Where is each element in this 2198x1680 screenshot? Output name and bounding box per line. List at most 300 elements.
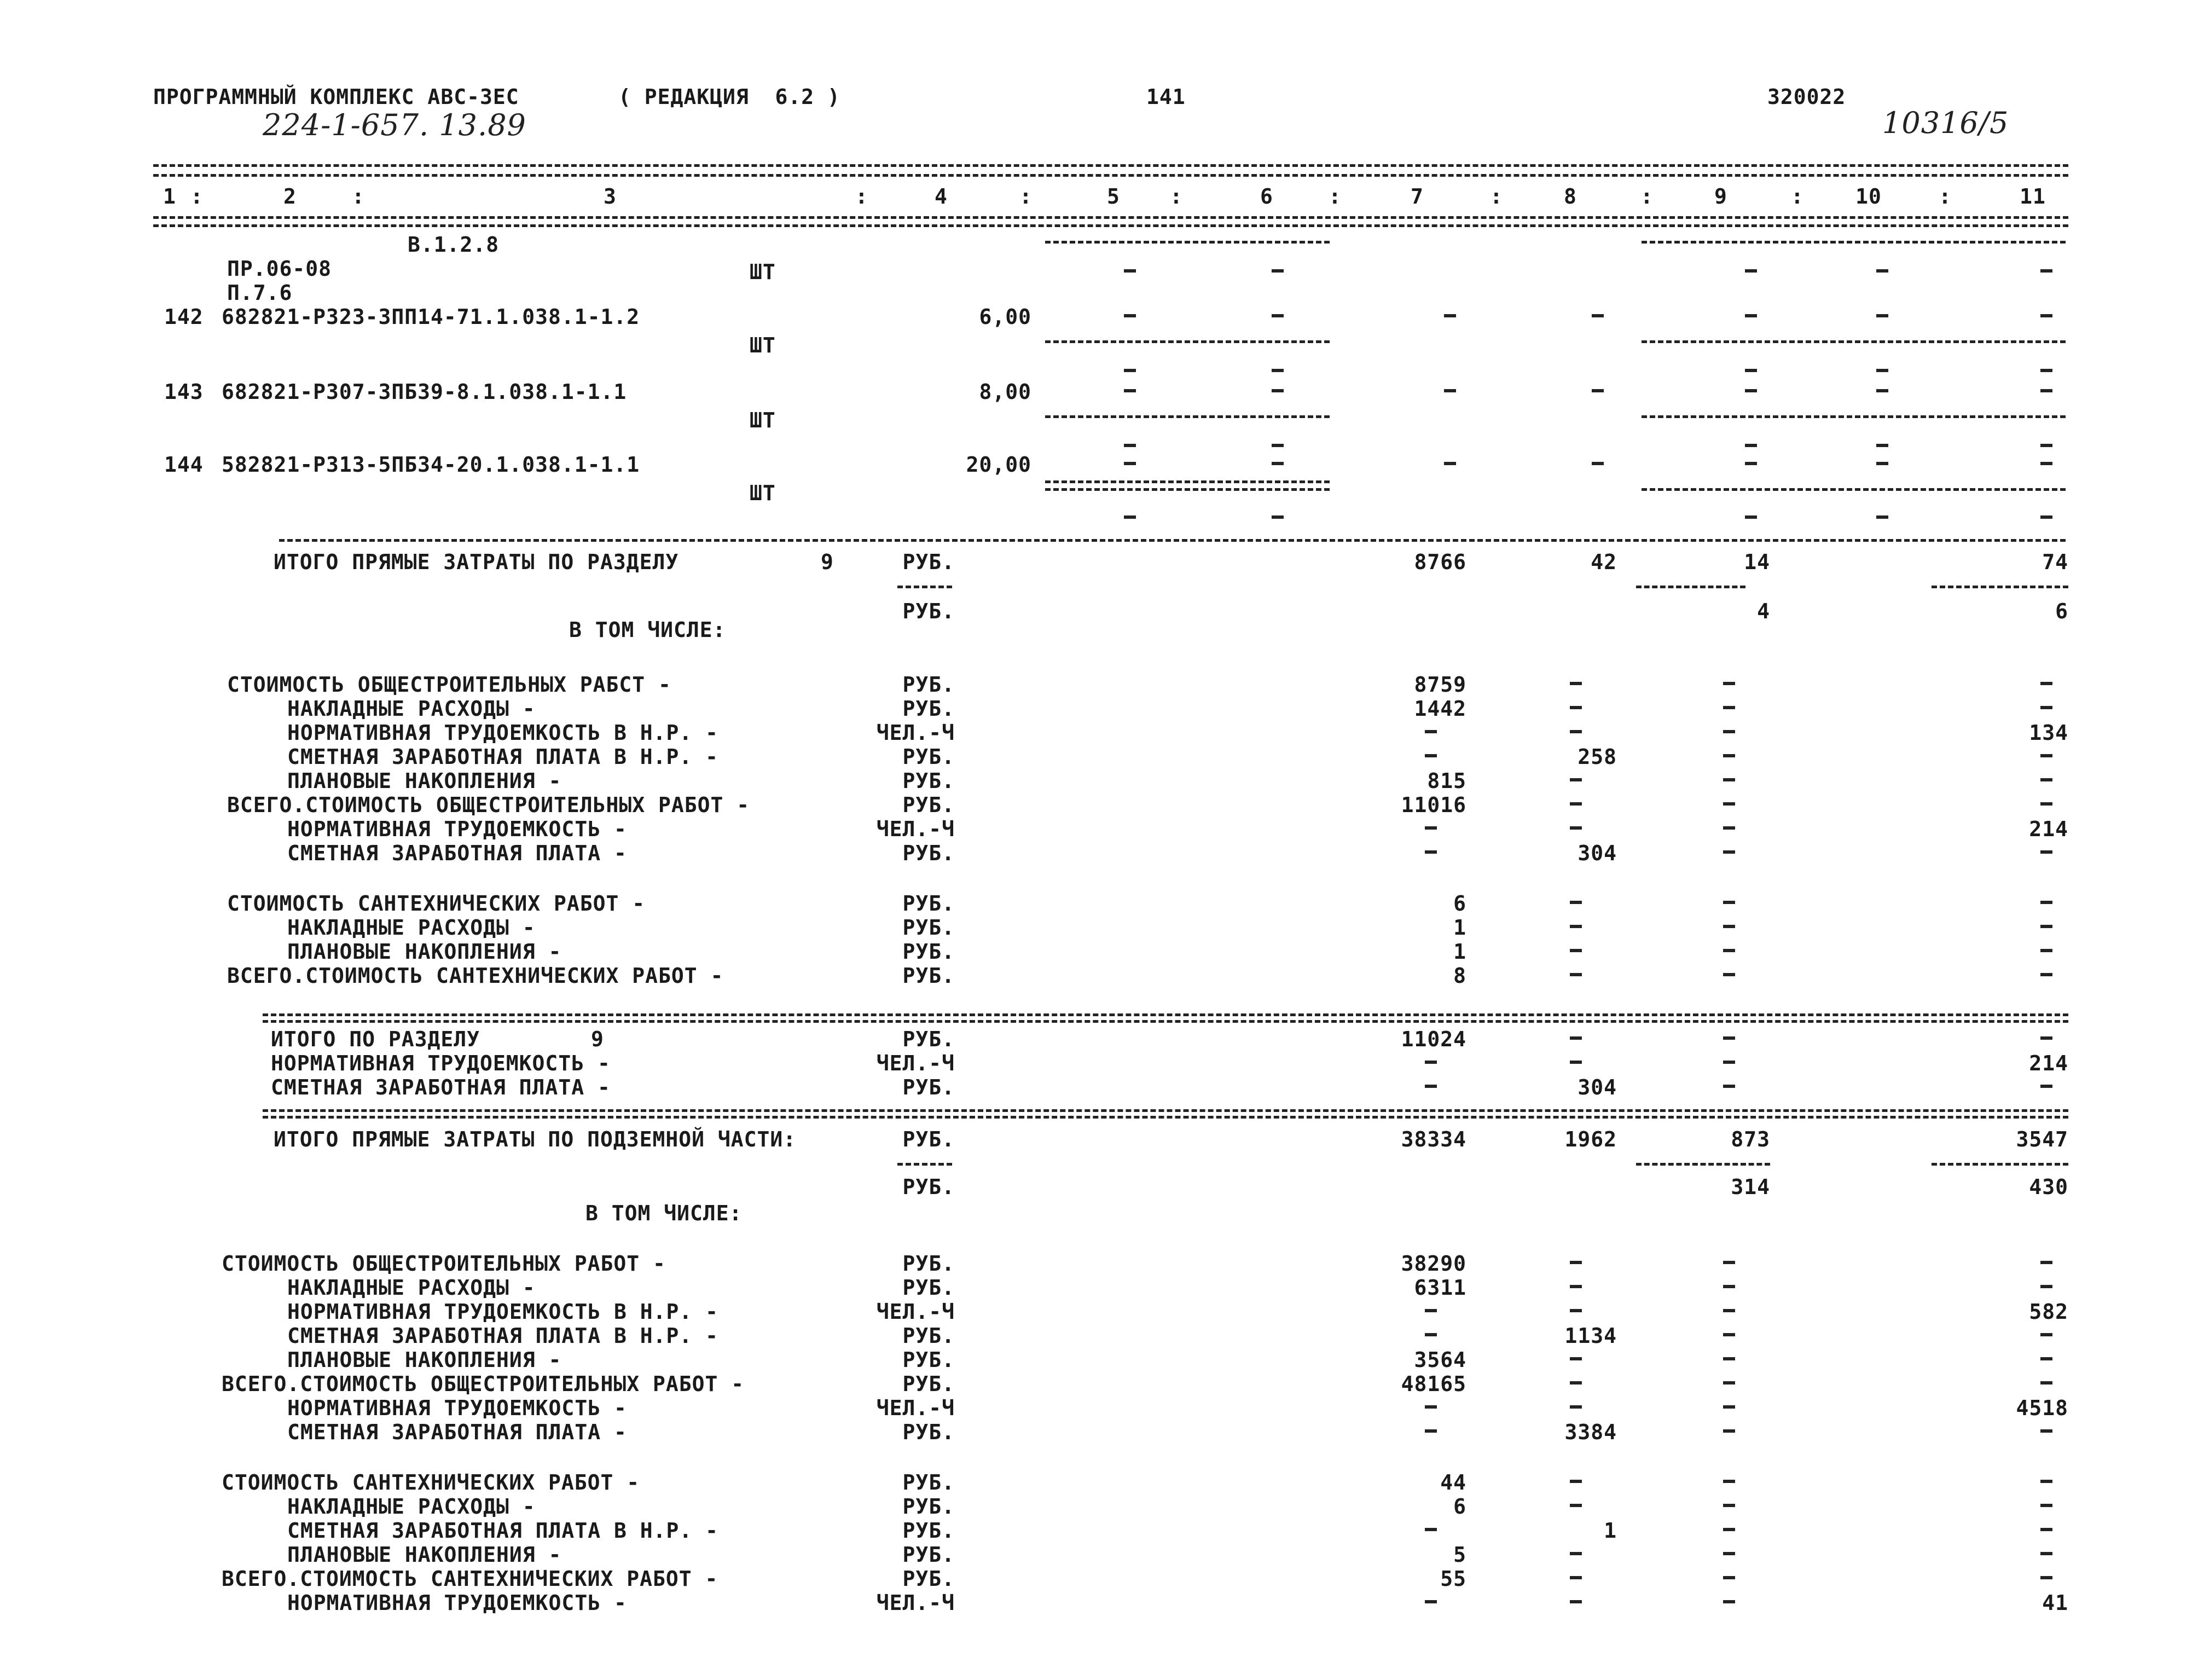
dash-mark — [2040, 682, 2052, 685]
row-unit: РУБ. — [902, 940, 955, 964]
cell-c7: 44 — [1440, 1470, 1466, 1494]
dash-mark — [2040, 925, 2052, 928]
item-number: 143 — [164, 380, 204, 404]
section9-rule — [279, 539, 2066, 542]
handwritten-left-note: 224-1-657. 13.89 — [263, 108, 526, 142]
dash-mark — [1723, 1405, 1735, 1409]
row-unit: РУБ. — [902, 1276, 955, 1300]
item-number: 144 — [164, 453, 204, 477]
dash-mark — [1570, 802, 1582, 806]
underground-unit-2: РУБ. — [902, 1175, 955, 1199]
row-label: СМЕТНАЯ ЗАРАБОТНАЯ ПЛАТА - — [287, 841, 627, 865]
dash-mark — [2040, 1261, 2052, 1264]
dash-mark — [2040, 1576, 2052, 1579]
column-header-4: 4 — [935, 184, 948, 208]
unit-label: ШТ — [750, 481, 776, 505]
dash-mark — [1723, 1085, 1735, 1088]
summary-number: 9 — [591, 1027, 604, 1051]
item-code: 582821-Р313-5ПБ34-20.1.038.1-1.1 — [222, 453, 640, 477]
summary-unit: ЧЕЛ.-Ч — [876, 1051, 955, 1075]
cell-c7: 6 — [1453, 891, 1466, 916]
dash-mark — [1272, 369, 1284, 372]
dash-mark — [1124, 389, 1136, 392]
dash-mark — [1723, 778, 1735, 781]
underground-total-c11: 3547 — [2016, 1127, 2068, 1151]
dash-mark — [1876, 389, 1888, 392]
section9-number: 9 — [821, 550, 834, 574]
dash-mark — [2040, 1429, 2052, 1433]
dash-mark — [1723, 1504, 1735, 1507]
section9-c9-rule — [1636, 586, 1745, 588]
edition-label: ( РЕДАКЦИЯ 6.2 ) — [618, 85, 840, 109]
dash-mark — [2040, 1333, 2052, 1336]
underground-including: В ТОМ ЧИСЛЕ: — [585, 1201, 743, 1225]
section9-total-c7: 8766 — [1414, 550, 1466, 574]
dash-mark — [1723, 1600, 1735, 1603]
dash-mark — [1124, 269, 1136, 273]
dash-mark — [1723, 1429, 1735, 1433]
section9-total-c8: 42 — [1591, 550, 1617, 574]
dash-mark — [1723, 1357, 1735, 1360]
section9-unit: РУБ. — [902, 550, 955, 574]
dash-mark — [1425, 1429, 1437, 1433]
dash-mark — [1425, 826, 1437, 830]
dash-mark — [1745, 269, 1757, 273]
row-label: НАКЛАДНЫЕ РАСХОДЫ - — [287, 1276, 536, 1300]
column-separator: : — [352, 184, 365, 208]
dash-mark — [1570, 1552, 1582, 1555]
section9-total-c11b: 6 — [2055, 599, 2068, 623]
cell-c7: 5 — [1453, 1543, 1466, 1567]
row-label: ПЛАНОВЫЕ НАКОПЛЕНИЯ - — [287, 940, 562, 964]
column-separator: : — [1170, 184, 1183, 208]
row-unit: РУБ. — [902, 1567, 955, 1591]
section9-total-c9: 14 — [1744, 550, 1770, 574]
section9-unit-2: РУБ. — [902, 599, 955, 623]
row-label: НОРМАТИВНАЯ ТРУДОЕМКОСТЬ - — [287, 817, 627, 841]
row-unit: ЧЕЛ.-Ч — [876, 1591, 955, 1615]
dash-mark — [1444, 314, 1456, 317]
dash-mark — [1570, 949, 1582, 952]
section9-including: В ТОМ ЧИСЛЕ: — [569, 618, 726, 642]
dash-mark — [1745, 462, 1757, 465]
row-unit: РУБ. — [902, 793, 955, 817]
dash-mark — [2040, 1504, 2052, 1507]
dash-mark — [1272, 269, 1284, 273]
dash-mark — [2040, 802, 2052, 806]
cell-c7: 8 — [1453, 964, 1466, 988]
row-unit: РУБ. — [902, 1519, 955, 1543]
dash-mark — [1723, 1480, 1735, 1483]
dash-mark — [1745, 389, 1757, 392]
dash-mark — [1425, 1061, 1437, 1064]
dash-mark — [1723, 901, 1735, 904]
cell-c11: 214 — [2029, 817, 2068, 841]
dash-mark — [1272, 462, 1284, 465]
dash-mark — [1723, 1261, 1735, 1264]
cell-c8: 304 — [1578, 841, 1617, 865]
dash-mark — [1570, 706, 1582, 709]
cell-c7: 3564 — [1414, 1348, 1466, 1372]
unit-label: ШТ — [750, 408, 776, 432]
row-label: ВСЕГО.СТОИМОСТЬ САНТЕХНИЧЕСКИХ РАБОТ - — [227, 964, 724, 988]
dash-mark — [1723, 1333, 1735, 1336]
column-header-1: 1 — [163, 184, 176, 208]
underground-total-c9b: 314 — [1731, 1175, 1770, 1199]
row-label: СМЕТНАЯ ЗАРАБОТНАЯ ПЛАТА В Н.Р. - — [287, 1324, 718, 1348]
row-unit: РУБ. — [902, 964, 955, 988]
dash-mark — [1876, 314, 1888, 317]
dash-mark — [1745, 515, 1757, 519]
underground-total-c7: 38334 — [1401, 1127, 1466, 1151]
cell-c7: 11024 — [1401, 1027, 1466, 1051]
dash-mark — [1425, 1600, 1437, 1603]
cell-c7: 11016 — [1401, 793, 1466, 817]
summary-label: ИТОГО ПО РАЗДЕЛУ — [271, 1027, 480, 1051]
row-unit: РУБ. — [902, 745, 955, 769]
column-separator: : — [1019, 184, 1033, 208]
column-header-5: 5 — [1107, 184, 1120, 208]
underground-c11-rule — [1932, 1163, 2068, 1166]
row-label: НАКЛАДНЫЕ РАСХОДЫ - — [287, 697, 536, 721]
row-unit: РУБ. — [902, 1252, 955, 1276]
pr-reference: ПР.06-08 — [227, 257, 332, 281]
dash-mark — [2040, 269, 2052, 273]
column-header-3: 3 — [604, 184, 617, 208]
dash-mark — [1723, 850, 1735, 854]
dash-mark — [1723, 1036, 1735, 1040]
dash-mark — [1444, 462, 1456, 465]
underground-c9-rule — [1636, 1163, 1770, 1166]
item-rule — [1642, 340, 2066, 343]
cell-c7: 1 — [1453, 940, 1466, 964]
column-separator: : — [1640, 184, 1654, 208]
dash-mark — [1570, 730, 1582, 733]
cell-c7: 38290 — [1401, 1252, 1466, 1276]
dash-mark — [2040, 515, 2052, 519]
row-unit: ЧЕЛ.-Ч — [876, 721, 955, 745]
column-header-9: 9 — [1714, 184, 1727, 208]
dash-mark — [1570, 1480, 1582, 1483]
item-rule — [1045, 488, 1330, 491]
section-reference: В.1.2.8 — [408, 233, 500, 257]
section9-unit-rule — [897, 586, 952, 588]
section9-total-c9b: 4 — [1757, 599, 1770, 623]
header-rule-top-2 — [153, 174, 2068, 177]
dash-mark — [1570, 1309, 1582, 1312]
cell-c8: 1 — [1604, 1519, 1617, 1543]
section9-c11-rule — [1932, 586, 2068, 588]
summary-unit: РУБ. — [902, 1027, 955, 1051]
dash-mark — [1723, 1285, 1735, 1288]
row-unit: РУБ. — [902, 697, 955, 721]
dash-mark — [1876, 269, 1888, 273]
dash-mark — [1425, 1085, 1437, 1088]
dash-mark — [1723, 1528, 1735, 1531]
dash-mark — [1124, 462, 1136, 465]
item-number: 142 — [164, 305, 204, 329]
underground-total-c11b: 430 — [2029, 1175, 2068, 1199]
dash-mark — [1425, 850, 1437, 854]
dash-mark — [1723, 1552, 1735, 1555]
dash-mark — [1723, 973, 1735, 976]
dash-mark — [1723, 754, 1735, 757]
column-header-8: 8 — [1564, 184, 1577, 208]
row-unit: РУБ. — [902, 769, 955, 793]
summary-label: СМЕТНАЯ ЗАРАБОТНАЯ ПЛАТА - — [271, 1075, 611, 1099]
cell-c11: 4518 — [2016, 1396, 2068, 1420]
dash-mark — [1124, 369, 1136, 372]
row-unit: РУБ. — [902, 1543, 955, 1567]
cell-c8: 258 — [1578, 745, 1617, 769]
item-rule — [1642, 488, 2066, 491]
dash-mark — [2040, 462, 2052, 465]
dash-mark — [2040, 1528, 2052, 1531]
dash-mark — [1272, 314, 1284, 317]
cell-c7: 8759 — [1414, 673, 1466, 697]
dash-mark — [1444, 389, 1456, 392]
unit-label: ШТ — [750, 260, 776, 284]
column-header-10: 10 — [1855, 184, 1882, 208]
row-label: СМЕТНАЯ ЗАРАБОТНАЯ ПЛАТА - — [287, 1420, 627, 1444]
row-unit: РУБ. — [902, 1348, 955, 1372]
header-rule-top — [153, 164, 2068, 167]
underground-unit: РУБ. — [902, 1127, 955, 1151]
dash-mark — [1272, 515, 1284, 519]
underground-total-c8: 1962 — [1564, 1127, 1617, 1151]
dash-mark — [1723, 1061, 1735, 1064]
column-separator: : — [1939, 184, 1952, 208]
row-label: ПЛАНОВЫЕ НАКОПЛЕНИЯ - — [287, 769, 562, 793]
dash-mark — [2040, 973, 2052, 976]
dash-mark — [1723, 949, 1735, 952]
row-label: НОРМАТИВНАЯ ТРУДОЕМКОСТЬ - — [287, 1396, 627, 1420]
row-label: НОРМАТИВНАЯ ТРУДОЕМКОСТЬ - — [287, 1591, 627, 1615]
dash-mark — [1124, 314, 1136, 317]
dash-mark — [1570, 1576, 1582, 1579]
dash-mark — [1570, 1285, 1582, 1288]
dash-mark — [1592, 314, 1604, 317]
summary-unit: РУБ. — [902, 1075, 955, 1099]
dash-mark — [1570, 1036, 1582, 1040]
cell-c7: 815 — [1427, 769, 1466, 793]
dash-mark — [1745, 444, 1757, 447]
dash-mark — [1570, 778, 1582, 781]
row-unit: ЧЕЛ.-Ч — [876, 817, 955, 841]
row-unit: РУБ. — [902, 1324, 955, 1348]
dash-mark — [1570, 1405, 1582, 1409]
underground-unit-rule — [897, 1163, 952, 1166]
row-label: НОРМАТИВНАЯ ТРУДОЕМКОСТЬ В Н.Р. - — [287, 721, 718, 745]
cell-c7: 6 — [1453, 1494, 1466, 1519]
dash-mark — [1592, 462, 1604, 465]
item-rule — [1045, 241, 1330, 244]
dash-mark — [1723, 925, 1735, 928]
row-label: СМЕТНАЯ ЗАРАБОТНАЯ ПЛАТА В Н.Р. - — [287, 745, 718, 769]
row-label: СТОИМОСТЬ ОБЩЕСТРОИТЕЛЬНЫХ РАБСТ - — [227, 673, 671, 697]
dash-mark — [2040, 1381, 2052, 1384]
cell-c7: 1 — [1453, 916, 1466, 940]
dash-mark — [2040, 369, 2052, 372]
dash-mark — [1876, 515, 1888, 519]
dash-mark — [1876, 444, 1888, 447]
unit-label: ШТ — [750, 333, 776, 357]
dash-mark — [2040, 1085, 2052, 1088]
row-label: ПЛАНОВЫЕ НАКОПЛЕНИЯ - — [287, 1543, 562, 1567]
row-label: НАКЛАДНЫЕ РАСХОДЫ - — [287, 916, 536, 940]
cell-c11: 582 — [2029, 1300, 2068, 1324]
dash-mark — [1723, 802, 1735, 806]
row-label: СТОИМОСТЬ САНТЕХНИЧЕСКИХ РАБОТ - — [222, 1470, 640, 1494]
dash-mark — [1876, 369, 1888, 372]
cell-c7: 48165 — [1401, 1372, 1466, 1396]
dash-mark — [1723, 706, 1735, 709]
item-rule — [1642, 241, 2066, 244]
underground-rule-2 — [263, 1116, 2068, 1119]
dash-mark — [1425, 754, 1437, 757]
dash-mark — [1745, 314, 1757, 317]
dash-mark — [1723, 730, 1735, 733]
row-label: СТОИМОСТЬ ОБЩЕСТРОИТЕЛЬНЫХ РАБОТ - — [222, 1252, 666, 1276]
cell-c7: 6311 — [1414, 1276, 1466, 1300]
underground-rule — [263, 1109, 2068, 1112]
dash-mark — [1592, 389, 1604, 392]
column-separator: : — [1490, 184, 1503, 208]
dash-mark — [2040, 1480, 2052, 1483]
handwritten-right-note: 10316/5 — [1882, 106, 2009, 140]
cell-c11: 214 — [2029, 1051, 2068, 1075]
dash-mark — [1570, 1504, 1582, 1507]
dash-mark — [1745, 369, 1757, 372]
page-number: 141 — [1146, 85, 1186, 109]
dash-mark — [2040, 1357, 2052, 1360]
dash-mark — [1570, 682, 1582, 685]
cell-c11: 41 — [2042, 1591, 2068, 1615]
cell-c7: 1442 — [1414, 697, 1466, 721]
column-header-11: 11 — [2020, 184, 2046, 208]
row-unit: РУБ. — [902, 841, 955, 865]
dash-mark — [1570, 925, 1582, 928]
row-unit: РУБ. — [902, 891, 955, 916]
dash-mark — [1723, 1309, 1735, 1312]
dash-mark — [1272, 444, 1284, 447]
header-rule-bottom-2 — [153, 224, 2068, 227]
item-rule — [1045, 480, 1330, 483]
dash-mark — [2040, 314, 2052, 317]
program-title: ПРОГРАММНЫЙ КОМПЛЕКС АВС-3ЕС — [153, 85, 519, 109]
dash-mark — [1570, 1381, 1582, 1384]
row-label: ВСЕГО.СТОИМОСТЬ ОБЩЕСТРОИТЕЛЬНЫХ РАБОТ - — [227, 793, 750, 817]
row-unit: РУБ. — [902, 1470, 955, 1494]
row-unit: ЧЕЛ.-Ч — [876, 1300, 955, 1324]
row-label: НОРМАТИВНАЯ ТРУДОЕМКОСТЬ В Н.Р. - — [287, 1300, 718, 1324]
row-unit: РУБ. — [902, 1372, 955, 1396]
dash-mark — [2040, 949, 2052, 952]
item-quantity: 8,00 — [979, 380, 1031, 404]
cell-c8: 1134 — [1564, 1324, 1617, 1348]
dash-mark — [1272, 389, 1284, 392]
dash-mark — [1570, 1357, 1582, 1360]
cell-c11: 134 — [2029, 721, 2068, 745]
row-label: НАКЛАДНЫЕ РАСХОДЫ - — [287, 1494, 536, 1519]
dash-mark — [1723, 1576, 1735, 1579]
column-header-7: 7 — [1411, 184, 1424, 208]
summary-label: НОРМАТИВНАЯ ТРУДОЕМКОСТЬ - — [271, 1051, 611, 1075]
item-code: 682821-Р323-3ПП14-71.1.038.1-1.2 — [222, 305, 640, 329]
column-separator: : — [1791, 184, 1804, 208]
dash-mark — [2040, 389, 2052, 392]
dash-mark — [1876, 462, 1888, 465]
item-rule — [1642, 415, 2066, 418]
column-header-2: 2 — [283, 184, 297, 208]
dash-mark — [1570, 826, 1582, 830]
dash-mark — [1425, 1309, 1437, 1312]
section9-total-label: ИТОГО ПРЯМЫЕ ЗАТРАТЫ ПО РАЗДЕЛУ — [274, 550, 679, 574]
underground-total-c9: 873 — [1731, 1127, 1770, 1151]
underground-total-label: ИТОГО ПРЯМЫЕ ЗАТРАТЫ ПО ПОДЗЕМНОЙ ЧАСТИ: — [274, 1127, 797, 1151]
item-quantity: 20,00 — [966, 453, 1031, 477]
dash-mark — [1425, 730, 1437, 733]
row-unit: РУБ. — [902, 1420, 955, 1444]
header-rule-bottom — [153, 216, 2068, 219]
row-label: ПЛАНОВЫЕ НАКОПЛЕНИЯ - — [287, 1348, 562, 1372]
cell-c8: 3384 — [1564, 1420, 1617, 1444]
dash-mark — [2040, 1552, 2052, 1555]
item-rule — [1045, 340, 1330, 343]
item-code: 682821-Р307-3ПБ39-8.1.038.1-1.1 — [222, 380, 627, 404]
dash-mark — [2040, 444, 2052, 447]
dash-mark — [1124, 444, 1136, 447]
section9-total-c11: 74 — [2042, 550, 2068, 574]
dash-mark — [1570, 901, 1582, 904]
column-separator: : — [855, 184, 868, 208]
cell-c8: 304 — [1578, 1075, 1617, 1099]
dash-mark — [2040, 850, 2052, 854]
dash-mark — [1570, 1261, 1582, 1264]
row-label: СМЕТНАЯ ЗАРАБОТНАЯ ПЛАТА В Н.Р. - — [287, 1519, 718, 1543]
dash-mark — [1723, 682, 1735, 685]
dash-mark — [1570, 1061, 1582, 1064]
row-unit: РУБ. — [902, 1494, 955, 1519]
column-separator: : — [190, 184, 204, 208]
dash-mark — [2040, 901, 2052, 904]
section9-summary-rule-2 — [263, 1020, 2068, 1023]
dash-mark — [1124, 515, 1136, 519]
row-label: ВСЕГО.СТОИМОСТЬ ОБЩЕСТРОИТЕЛЬНЫХ РАБОТ - — [222, 1372, 745, 1396]
column-header-6: 6 — [1260, 184, 1273, 208]
dash-mark — [1425, 1333, 1437, 1336]
dash-mark — [2040, 706, 2052, 709]
dash-mark — [2040, 1036, 2052, 1040]
dash-mark — [1570, 1600, 1582, 1603]
dash-mark — [1570, 973, 1582, 976]
row-unit: РУБ. — [902, 673, 955, 697]
row-unit: ЧЕЛ.-Ч — [876, 1396, 955, 1420]
column-separator: : — [1329, 184, 1342, 208]
dash-mark — [1723, 1381, 1735, 1384]
dash-mark — [1425, 1405, 1437, 1409]
cell-c7: 55 — [1440, 1567, 1466, 1591]
dash-mark — [2040, 754, 2052, 757]
item-rule — [1045, 415, 1330, 418]
row-unit: РУБ. — [902, 916, 955, 940]
p-reference: П.7.6 — [227, 281, 293, 305]
dash-mark — [2040, 778, 2052, 781]
row-label: СТОИМОСТЬ САНТЕХНИЧЕСКИХ РАБОТ - — [227, 891, 646, 916]
dash-mark — [1723, 826, 1735, 830]
document-code: 320022 — [1767, 85, 1846, 109]
section9-summary-rule — [263, 1013, 2068, 1016]
